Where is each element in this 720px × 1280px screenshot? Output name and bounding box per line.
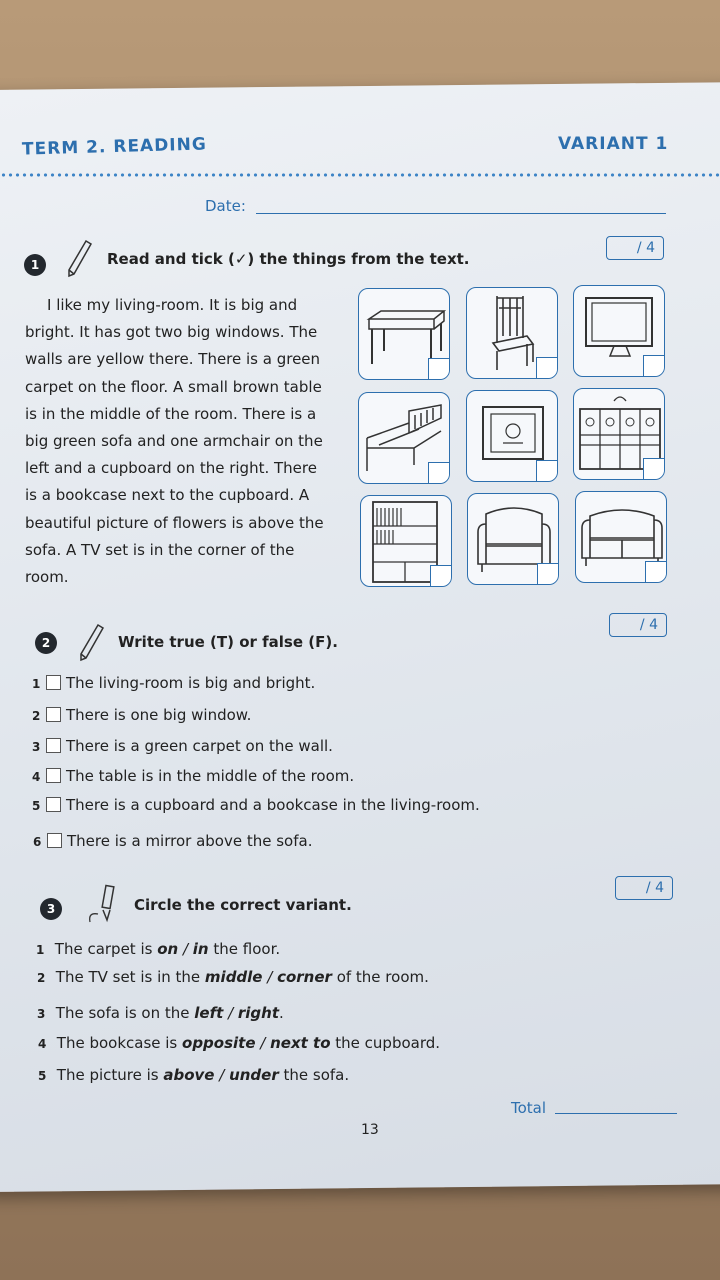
tick-box[interactable] — [643, 355, 665, 377]
picture-bookcase — [360, 495, 452, 587]
task3-number: 3 — [40, 898, 62, 920]
tf-answer-box[interactable] — [46, 707, 61, 722]
term-heading: TERM 2. READING — [21, 134, 208, 160]
total-field[interactable] — [555, 1112, 677, 1114]
picture-sofa — [575, 491, 667, 583]
task3-title: Circle the correct variant. — [134, 896, 352, 914]
tick-box[interactable] — [537, 563, 559, 585]
option-a[interactable]: above — [163, 1066, 215, 1084]
circle-item: 2 The TV set is in the middle / corner of the room. — [37, 968, 429, 986]
pen-icon — [86, 884, 120, 932]
tick-box[interactable] — [536, 460, 558, 482]
tick-box[interactable] — [428, 358, 450, 380]
tf-answer-box[interactable] — [46, 797, 61, 812]
picture-picture — [466, 390, 558, 482]
page-number: 13 — [361, 1122, 379, 1138]
tf-answer-box[interactable] — [46, 738, 61, 753]
circle-item: 4 The bookcase is opposite / next to the cupboard. — [38, 1034, 441, 1052]
tf-item: 1 The living-room is big and bright. — [32, 674, 316, 692]
task2-number: 2 — [35, 632, 57, 654]
task1-number: 1 — [24, 254, 46, 276]
dotted-divider — [0, 172, 720, 178]
tick-box[interactable] — [643, 458, 665, 480]
task2-title: Write true (T) or false (F). — [118, 633, 338, 651]
tf-item: 5 There is a cupboard and a bookcase in the living-room. — [32, 796, 480, 814]
date-field[interactable] — [256, 212, 666, 214]
task1-score-box: / 4 — [606, 236, 664, 260]
option-a[interactable]: on — [157, 940, 179, 958]
option-a[interactable]: opposite — [182, 1034, 256, 1052]
tf-item: 3 There is a green carpet on the wall. — [32, 737, 333, 755]
total-label: Total — [511, 1099, 547, 1117]
variant-heading: VARIANT 1 — [558, 134, 669, 154]
picture-bed — [358, 392, 450, 484]
task3-score-box: / 4 — [615, 876, 673, 900]
option-b[interactable]: in — [192, 940, 209, 958]
picture-tv-set — [573, 285, 665, 377]
date-label: Date: — [205, 197, 246, 215]
picture-chair — [466, 287, 558, 379]
pencil-icon — [64, 238, 94, 282]
picture-table — [358, 288, 450, 380]
option-b[interactable]: corner — [277, 968, 332, 986]
option-a[interactable]: left — [194, 1004, 224, 1022]
reading-paragraph: I like my living-room. It is big and bright. It has got two big windows. The walls are yellow there. There is a green carpet on the floor. A small brown table is in the middle of the room. There is a big green sofa and one armchair on the left and a cupboard on the right. There is a bookcase next to the cupboard. A beautiful picture of flowers is above the sofa. A TV set is in the corner of the room. — [25, 296, 324, 587]
tick-box[interactable] — [536, 357, 558, 379]
tick-box[interactable] — [430, 565, 452, 587]
option-b[interactable]: under — [229, 1066, 279, 1084]
circle-item: 5 The picture is above / under the sofa. — [38, 1066, 350, 1084]
tick-box[interactable] — [645, 561, 667, 583]
tf-answer-box[interactable] — [46, 768, 61, 783]
reading-text — [25, 292, 325, 591]
tf-item: 6 There is a mirror above the sofa. — [33, 832, 313, 850]
tf-item: 4 The table is in the middle of the room. — [32, 767, 355, 785]
pencil-icon — [76, 622, 106, 666]
task2-score-box: / 4 — [609, 613, 667, 637]
tick-box[interactable] — [428, 462, 450, 484]
tf-item: 2 There is one big window. — [32, 706, 252, 724]
picture-armchair — [467, 493, 559, 585]
task1-title: Read and tick (✓) the things from the text. — [107, 250, 470, 268]
option-a[interactable]: middle — [204, 968, 263, 986]
picture-cupboard — [573, 388, 665, 480]
circle-item: 3 The sofa is on the left / right. — [37, 1004, 284, 1022]
option-b[interactable]: next to — [270, 1034, 331, 1052]
option-b[interactable]: right — [237, 1004, 280, 1022]
tf-answer-box[interactable] — [47, 833, 62, 848]
tf-answer-box[interactable] — [46, 675, 61, 690]
circle-item: 1 The carpet is on / in the floor. — [36, 940, 281, 958]
